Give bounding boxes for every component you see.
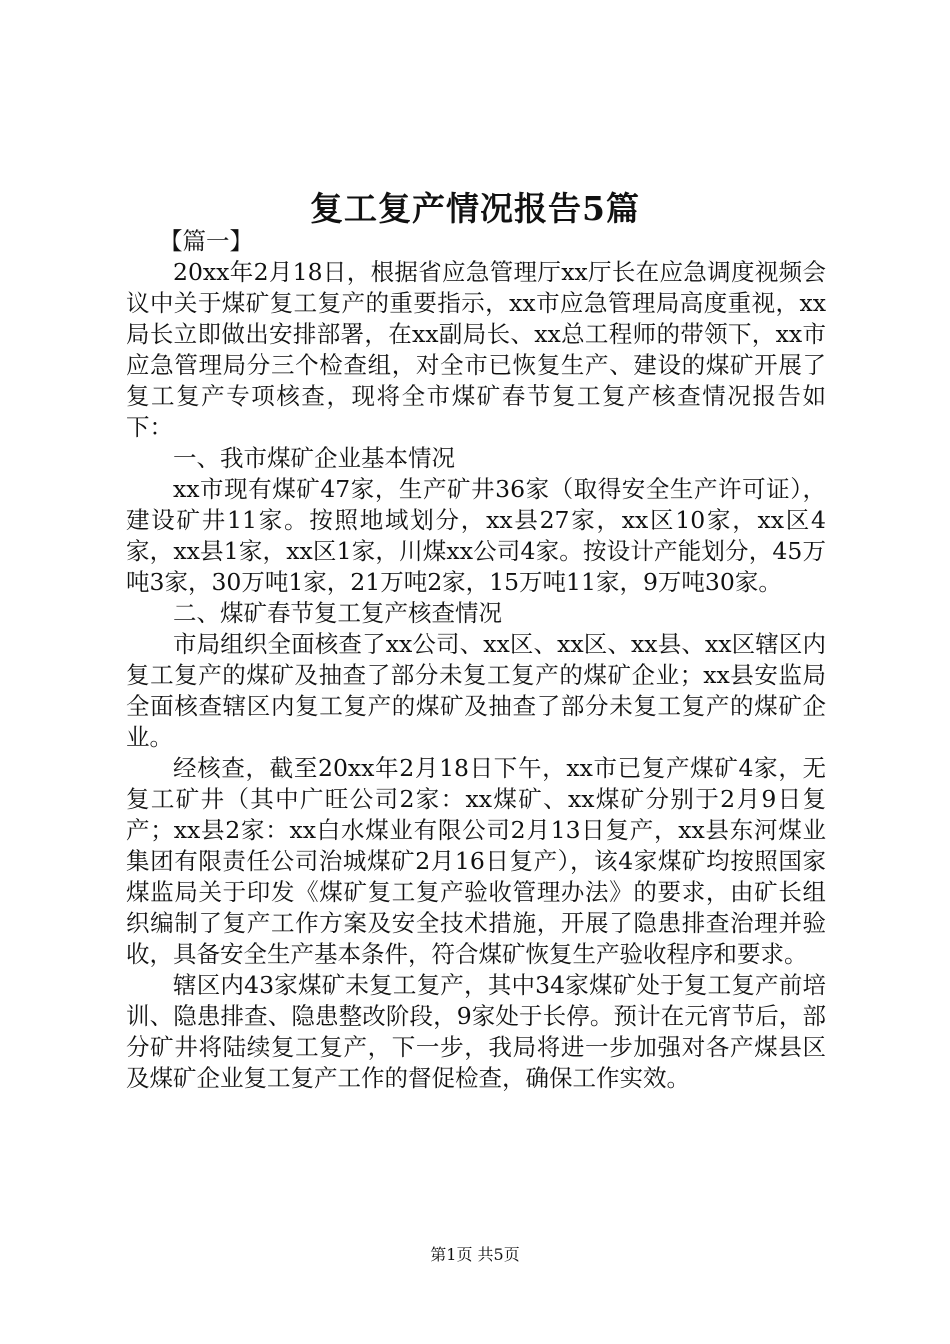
paragraph-inspection-scope: 市局组织全面核查了xx公司、xx区、xx区、xx县、xx区辖区内复工复产的煤矿及抽查了部分未复工复产的煤矿企业；xx县安监局全面核查辖区内复工复产的煤矿及抽查了部分未复工复产的煤矿企业。 [126,630,826,751]
paragraph-basic-situation: xx市现有煤矿47家，生产矿井36家（取得安全生产许可证），建设矿井11家。按照地域划分，xx县27家，xx区10家，xx区4家，xx县1家，xx区1家，川煤xx公司4家。按设计产能划分，45万吨3家，30万吨1家，21万吨2家，15万吨11家，9万吨30家。 [126,475,826,596]
page-indicator: 第1页 共5页 [430,1245,520,1264]
document-title: 复工复产情况报告5篇 [310,189,640,228]
heading-inspection: 二、煤矿春节复工复产核查情况 [173,599,502,627]
document-body [126,226,826,1094]
paragraph-intro: 20xx年2月18日，根据省应急管理厅xx厅长在应急调度视频会议中关于煤矿复工复产的重要指示，xx市应急管理局高度重视，xx局长立即做出安排部署，在xx副局长、xx总工程师的带领下，xx市应急管理局分三个检查组，对全市已恢复生产、建设的煤矿开展了复工复产专项核查，现将全市煤矿春节复工复产核查情况报告如下： [126,258,826,441]
section-label: 【篇一】 [159,227,253,255]
paragraph-not-resumed: 辖区内43家煤矿未复工复产，其中34家煤矿处于复工复产前培训、隐患排查、隐患整改阶段，9家处于长停。预计在元宵节后，部分矿井将陆续复工复产，下一步，我局将进一步加强对各产煤县区及煤矿企业复工复产工作的督促检查，确保工作实效。 [126,971,826,1092]
heading-basic-situation: 一、我市煤矿企业基本情况 [173,444,455,472]
paragraph-inspection-result: 经核查，截至20xx年2月18日下午，xx市已复产煤矿4家，无复工矿井（其中广旺公司2家：xx煤矿、xx煤矿分别于2月9日复产；xx县2家：xx白水煤业有限公司2月13日复产，xx县东河煤业集团有限责任公司治城煤矿2月16日复产），该4家煤矿均按照国家煤监局关于印发《煤矿复工复产验收管理办法》的要求，由矿长组织编制了复产工作方案及安全技术措施，开展了隐患排查治理并验收，具备安全生产基本条件，符合煤矿恢复生产验收程序和要求。 [126,754,826,968]
